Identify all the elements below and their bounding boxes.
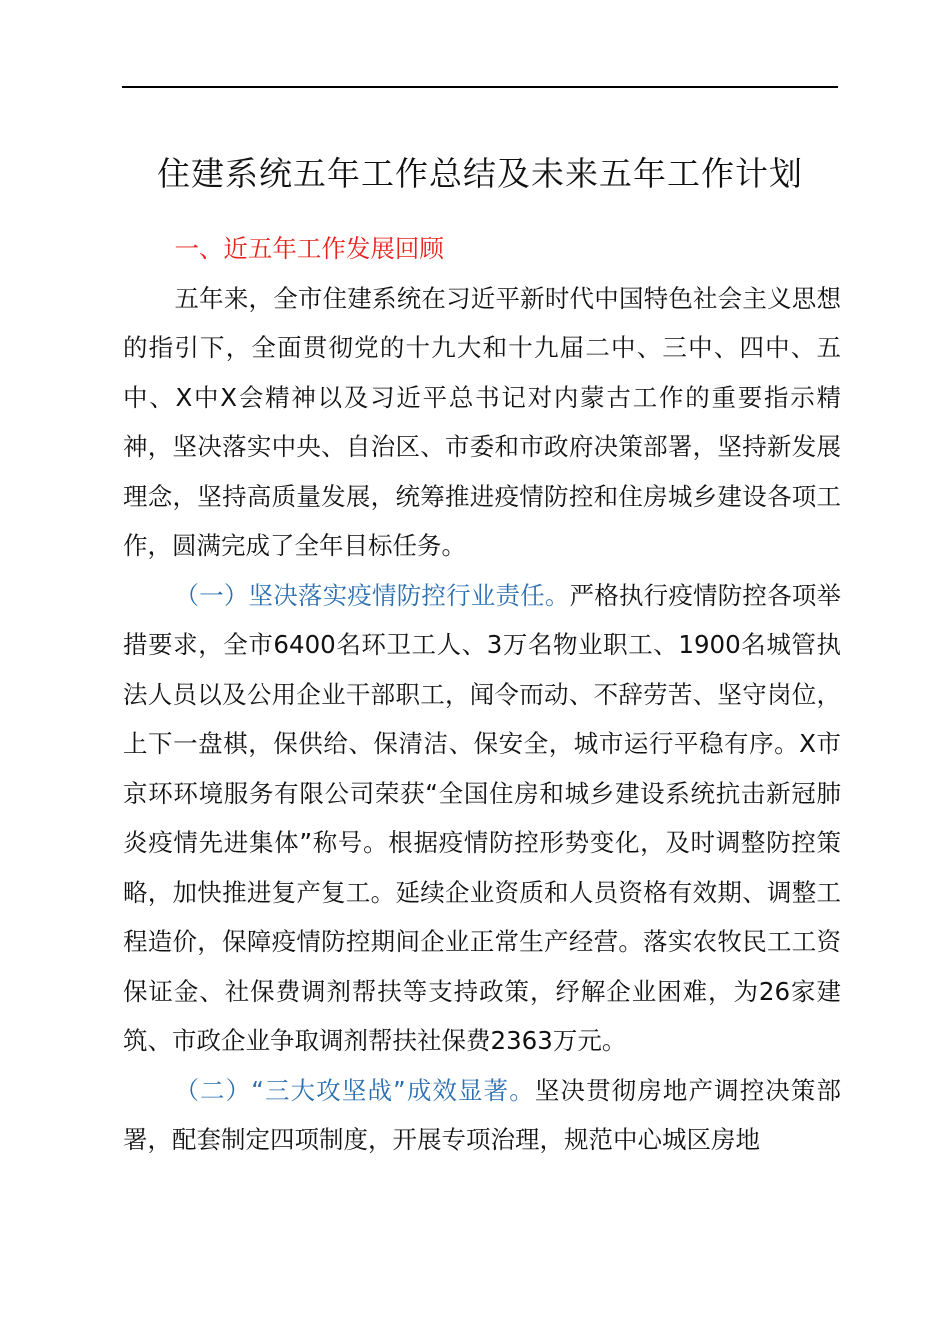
item-2-heading: （二）“三大攻坚战”成效显著。 xyxy=(174,1075,535,1105)
document-title: 住建系统五年工作总结及未来五年工作计划 xyxy=(157,154,803,193)
item-1-paragraph xyxy=(123,571,841,1066)
section-heading: 一、近五年工作发展回顾 xyxy=(174,234,444,263)
intro-paragraph: 五年来，全市住建系统在习近平新时代中国特色社会主义思想的指引下，全面贯彻党的十九大和十九届二中、三中、四中、五中、X中X会精神以及习近平总书记对内蒙古工作的重要指示精神，坚决落实中央、自治区、市委和市政府决策部署，坚持新发展理念，坚持高质量发展，统筹推进疫情防控和住房城乡建设各项工作，圆满完成了全年目标任务。 xyxy=(123,283,841,560)
item-2-body: 坚决贯彻房地产调控决策部署，配套制定四项制度，开展专项治理，规范中心城区房地 xyxy=(123,1075,842,1154)
item-2-paragraph xyxy=(123,1066,841,1165)
item-1-body: 严格执行疫情防控各项举措要求，全市6400名环卫工人、3万名物业职工、1900名城管执法人员以及公用企业干部职工，闻令而动、不辞劳苦、坚守岗位，上下一盘棋，保供给、保清洁、保安全，城市运行平稳有序。X市京环环境服务有限公司荣获“全国住房和城乡建设系统抗击新冠肺炎疫情先进集体”称号。根据疫情防控形势变化，及时调整防控策略，加快推进复产复工。延续企业资质和人员资格有效期、调整工程造价，保障疫情防控期间企业正常生产经营。落实农牧民工工资保证金、社保费调剂帮扶等支持政策，纾解企业困难，为26家建筑、市政企业争取调剂帮扶社保费2363万元。 xyxy=(123,580,842,1055)
document-body xyxy=(123,224,841,1165)
header-rule xyxy=(122,86,838,88)
item-1-heading: （一）坚决落实疫情防控行业责任。 xyxy=(174,580,570,610)
